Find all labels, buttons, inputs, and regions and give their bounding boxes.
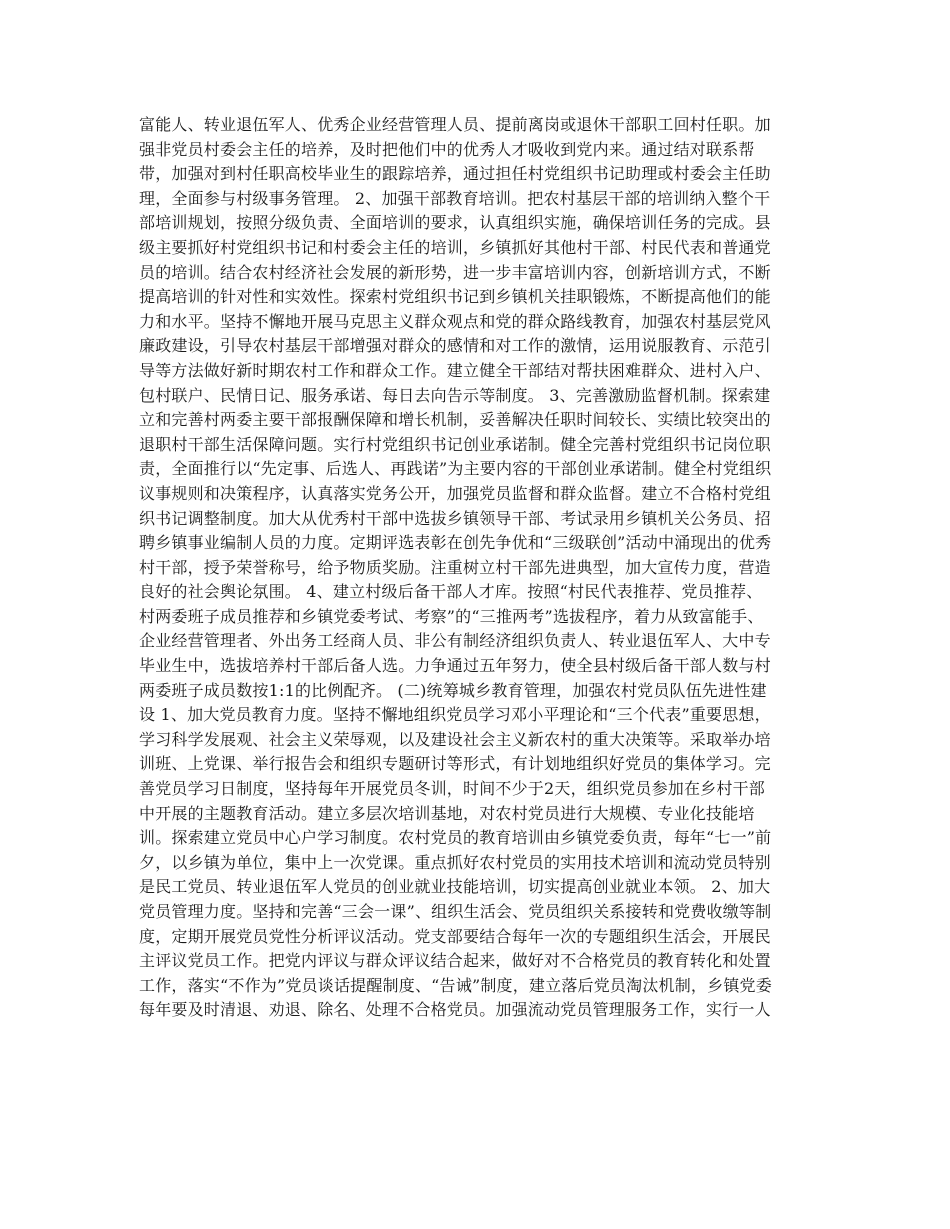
text-line: 级主要抓好村党组织书记和村委会主任的培训，乡镇抓好其他村干部、村民代表和普通党 xyxy=(139,237,771,257)
text-line: 聘乡镇事业编制人员的力度。定期评选表彰在创先争优和“三级联创”活动中涌现出的优秀 xyxy=(139,533,772,553)
text-line: 善党员学习日制度，坚持每年开展党员冬训，时间不少于2天，组织党员参加在乡村干部 xyxy=(139,779,765,799)
text-line: 训。探索建立党员中心户学习制度。农村党员的教育培训由乡镇党委负责，每年“七一”前 xyxy=(139,828,772,848)
text-line: 每年要及时清退、劝退、除名、处理不合格党员。加强流动党员管理服务工作，实行一人 xyxy=(139,1000,771,1020)
text-line: 两委班子成员数按1:1的比例配齐。 (二)统筹城乡教育管理，加强农村党员队伍先进性建 xyxy=(139,680,767,700)
text-line: 议事规则和决策程序，认真落实党务公开，加强党员监督和群众监督。建立不合格村党组 xyxy=(139,483,771,503)
text-line: 学习科学发展观、社会主义荣辱观，以及建设社会主义新农村的重大决策等。采取举办培 xyxy=(139,729,771,749)
text-line: 村干部，授予荣誉称号，给予物质奖励。注重树立村干部先进典型，加大宣传力度，营造 xyxy=(139,557,771,577)
text-line: 夕，以乡镇为单位，集中上一次党课。重点抓好农村党员的实用技术培训和流动党员特别 xyxy=(139,852,771,872)
text-line: 员的培训。结合农村经济社会发展的新形势，进一步丰富培训内容，创新培训方式，不断 xyxy=(139,262,771,282)
text-line: 包村联户、民情日记、服务承诺、每日去向告示等制度。 3、完善激励监督机制。探索建 xyxy=(139,385,771,405)
text-line: 工作，落实“不作为”党员谈话提醒制度、“告诫”制度，建立落后党员淘汰机制，乡镇党委 xyxy=(139,975,772,995)
text-line: 富能人、转业退伍军人、优秀企业经营管理人员、提前离岗或退休干部职工回村任职。加 xyxy=(139,115,771,134)
text-line: 村两委班子成员推荐和乡镇党委考试、考察”的“三推两考”选拔程序，着力从致富能手、 xyxy=(139,606,764,626)
text-line: 提高培训的针对性和实效性。探索村党组织书记到乡镇机关挂职锻炼，不断提高他们的能 xyxy=(139,287,771,307)
text-line: 廉政建设，引导农村基层干部增强对群众的感情和对工作的激情，运用说服教育、示范引 xyxy=(139,336,771,356)
text-line: 企业经营管理者、外出务工经商人员、非公有制经济组织负责人、转业退伍军人、大中专 xyxy=(139,631,771,651)
text-line: 主评议党员工作。把党内评议与群众评议结合起来，做好对不合格党员的教育转化和处置 xyxy=(139,951,771,971)
text-line: 度，定期开展党员党性分析评议活动。党支部要结合每年一次的专题组织生活会，开展民 xyxy=(139,926,771,946)
text-line: 理，全面参与村级事务管理。 2、加强干部教育培训。把农村基层干部的培训纳入整个干 xyxy=(139,188,771,208)
text-line: 是民工党员、转业退伍军人党员的创业就业技能培训，切实提高创业就业本领。 2、加大 xyxy=(139,877,771,897)
text-line: 良好的社会舆论氛围。 4、建立村级后备干部人才库。按照“村民代表推荐、党员推荐、 xyxy=(139,582,763,602)
text-line: 党员管理力度。坚持和完善“三会一课”、组织生活会、党员组织关系接转和党费收缴等制 xyxy=(139,902,772,921)
text-line: 强非党员村委会主任的培养，及时把他们中的优秀人才吸收到党内来。通过结对联系帮 xyxy=(139,139,755,159)
text-line: 退职村干部生活保障问题。实行村党组织书记创业承诺制。健全完善村党组织书记岗位职 xyxy=(139,434,771,454)
body-text xyxy=(139,113,819,1023)
text-line: 织书记调整制度。加大从优秀村干部中选拔乡镇领导干部、考试录用乡镇机关公务员、招 xyxy=(139,508,771,528)
text-line: 毕业生中，选拔培养村干部后备人选。力争通过五年努力，使全县村级后备干部人数与村 xyxy=(139,656,771,676)
text-line: 责，全面推行以“先定事、后选人、再践诺”为主要内容的干部创业承诺制。健全村党组织 xyxy=(139,459,772,479)
text-line: 部培训规划，按照分级负责、全面培训的要求，认真组织实施，确保培训任务的完成。县 xyxy=(139,213,771,233)
text-line: 力和水平。坚持不懈地开展马克思主义群众观点和党的群众路线教育，加强农村基层党风 xyxy=(139,311,771,331)
text-line: 训班、上党课、举行报告会和组织专题研讨等形式，有计划地组织好党员的集体学习。完 xyxy=(139,754,771,774)
text-line: 设 1、加大党员教育力度。坚持不懈地组织党员学习邓小平理论和“三个代表”重要思想， xyxy=(139,705,771,725)
text-line: 立和完善村两委主要干部报酬保障和增长机制，妥善解决任职时间较长、实绩比较突出的 xyxy=(139,410,771,430)
text-line: 导等方法做好新时期农村工作和群众工作。建立健全干部结对帮扶困难群众、进村入户、 xyxy=(139,360,771,380)
text-line: 带，加强对到村任职高校毕业生的跟踪培养，通过担任村党组织书记助理或村委会主任助 xyxy=(139,164,771,184)
text-line: 中开展的主题教育活动。建立多层次培训基地，对农村党员进行大规模、专业化技能培 xyxy=(139,803,755,823)
